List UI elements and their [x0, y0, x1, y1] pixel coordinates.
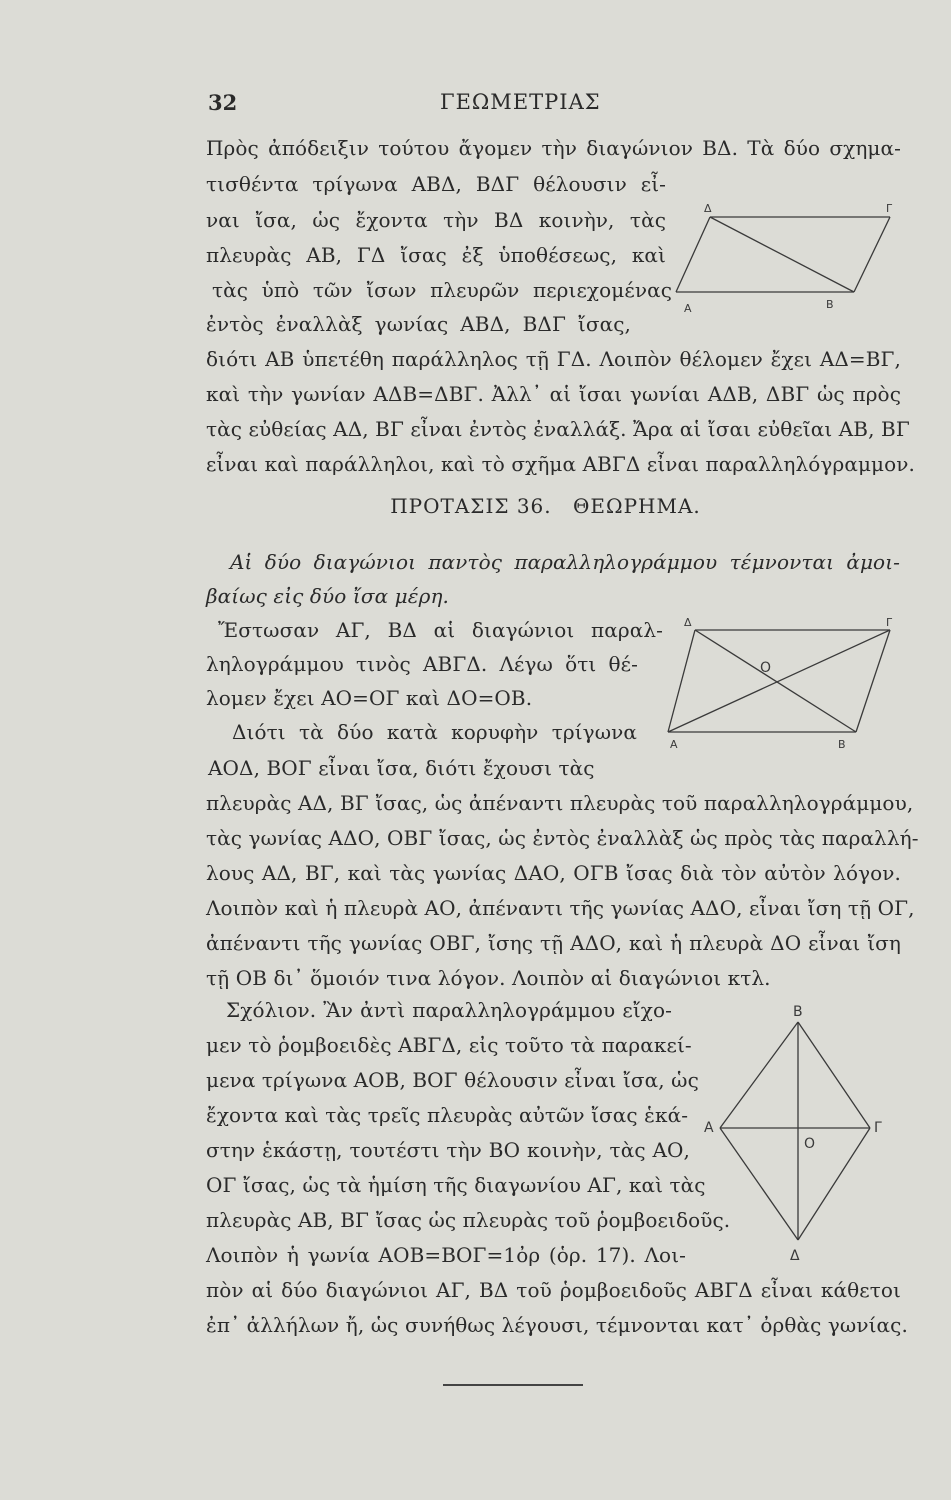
end-rule	[443, 1384, 583, 1386]
figure-edge	[676, 217, 710, 292]
theorem-line: Αἱ δύο διαγώνιοι παντὸς παραλληλογράμμου τέμνονται ἀμοι-	[230, 550, 900, 574]
text-line: τὰς εὐθείας ΑΔ, ΒΓ εἶναι ἐντὸς ἐναλλάξ. Ἄρα αἱ ἴσαι εὐθεῖαι ΑΒ, ΒΓ	[206, 417, 910, 441]
text-line: ἔχοντα καὶ τὰς τρεῖς πλευρὰς αὐτῶν ἴσας ἑκά-	[206, 1103, 689, 1127]
text-line: μεν τὸ ῥομβοειδὲς ΑΒΓΔ, εἰς τοῦτο τὰ παρακεί-	[206, 1033, 692, 1057]
vertex-label: Γ	[874, 1120, 882, 1136]
center-label: Ο	[760, 660, 772, 676]
text-line: τισθέντα τρίγωνα ΑΒΔ, ΒΔΓ θέλουσιν εἶ-	[206, 172, 666, 196]
figure-edge	[798, 1022, 870, 1128]
proposition-number: ΠΡΟΤΑΣΙΣ 36.	[390, 494, 552, 518]
vertex-label: Β	[838, 738, 846, 751]
figure-edge	[854, 217, 890, 292]
text-line: τὰς γωνίας ΑΔΟ, ΟΒΓ ἴσας, ὡς ἐντὸς ἐναλλὰξ ὡς πρὸς τὰς παραλλή-	[206, 826, 919, 850]
running-title: ΓΕΩΜΕΤΡΙΑΣ	[440, 90, 601, 114]
text-line: ΑΟΔ, ΒΟΓ εἶναι ἴσα, διότι ἔχουσι τὰς	[208, 756, 595, 780]
figure-diagonal	[695, 630, 856, 732]
parallelogram-diagonals-figure	[668, 614, 898, 764]
figure-edge	[720, 1128, 798, 1240]
figure-diagonal	[668, 630, 890, 732]
text-line: λομεν ἔχει ΑΟ=ΟΓ καὶ ΔΟ=ΟΒ.	[206, 686, 533, 710]
text-line: Λοιπὸν καὶ ἡ πλευρὰ ΑΟ, ἀπέναντι τῆς γωνίας ΑΔΟ, εἶναι ἴση τῇ ΟΓ,	[206, 896, 915, 920]
text-line: Σχόλιον. Ἂν ἀντὶ παραλληλογράμμου εἴχο-	[226, 998, 672, 1022]
center-label: Ο	[804, 1136, 816, 1152]
text-line: Λοιπὸν ἡ γωνία ΑΟΒ=ΒΟΓ=1ὀρ (ὁρ. 17). Λοι-	[206, 1243, 686, 1267]
page-number: 32	[208, 90, 238, 115]
figure-edge	[668, 630, 695, 732]
figure-diagonal	[710, 217, 854, 292]
vertex-label: Δ	[704, 202, 712, 215]
vertex-label: Α	[704, 1120, 714, 1136]
text-line: Διότι τὰ δύο κατὰ κορυφὴν τρίγωνα	[232, 720, 637, 744]
text-line: διότι ΑΒ ὑπετέθη παράλληλος τῇ ΓΔ. Λοιπὸν θέλομεν ἔχει ΑΔ=ΒΓ,	[206, 347, 901, 371]
vertex-label: Α	[670, 738, 678, 751]
text-line: τὰς ὑπὸ τῶν ἴσων πλευρῶν περιεχομένας	[212, 278, 672, 302]
text-line: εἶναι καὶ παράλληλοι, καὶ τὸ σχῆμα ΑΒΓΔ εἶναι παραλληλόγραμμον.	[206, 452, 915, 476]
text-line: πλευρὰς ΑΔ, ΒΓ ἴσας, ὡς ἀπέναντι πλευρὰς τοῦ παραλληλογράμμου,	[206, 791, 914, 815]
parallelogram-figure	[670, 202, 900, 322]
text-line: πλευρὰς ΑΒ, ΓΔ ἴσας ἐξ ὑποθέσεως, καὶ	[206, 243, 666, 267]
text-line: ἀπέναντι τῆς γωνίας ΟΒΓ, ἴσης τῇ ΑΔΟ, καὶ ἡ πλευρὰ ΔΟ εἶναι ἴση	[206, 931, 901, 955]
text-line: ἐντὸς ἐναλλὰξ γωνίας ΑΒΔ, ΒΔΓ ἴσας,	[206, 312, 631, 336]
theorem-line: βαίως εἰς δύο ἴσα μέρη.	[206, 584, 449, 608]
text-line: μενα τρίγωνα ΑΟΒ, ΒΟΓ θέλουσιν εἶναι ἴσα, ὡς	[206, 1068, 699, 1092]
vertex-label: Γ	[886, 202, 893, 215]
vertex-label: Δ	[790, 1248, 800, 1264]
text-line: Ἔστωσαν ΑΓ, ΒΔ αἱ διαγώνιοι παραλ-	[218, 618, 663, 642]
vertex-label: Β	[793, 1004, 803, 1020]
text-line: καὶ τὴν γωνίαν ΑΔΒ=ΔΒΓ. Ἀλλ᾽ αἱ ἴσαι γωνίαι ΑΔΒ, ΔΒΓ ὡς πρὸς	[206, 382, 901, 406]
vertex-label: Γ	[886, 616, 893, 629]
figure-edge	[720, 1022, 798, 1128]
vertex-label: Δ	[684, 616, 692, 629]
text-line: ΟΓ ἴσας, ὡς τὰ ἡμίση τῆς διαγωνίου ΑΓ, καὶ τὰς	[206, 1173, 706, 1197]
text-line: τῇ ΟΒ δι᾽ ὅμοιόν τινα λόγον. Λοιπὸν αἱ διαγώνιοι κτλ.	[206, 966, 771, 990]
rhombus-figure	[700, 1002, 900, 1262]
text-line: λους ΑΔ, ΒΓ, καὶ τὰς γωνίας ΔΑΟ, ΟΓΒ ἴσας διὰ τὸν αὐτὸν λόγον.	[206, 861, 901, 885]
text-line: ληλογράμμου τινὸς ΑΒΓΔ. Λέγω ὅτι θέ-	[206, 652, 638, 676]
vertex-label: Α	[684, 302, 692, 315]
text-line: πλευρὰς ΑΒ, ΒΓ ἴσας ὡς πλευρὰς τοῦ ῥομβοειδοῦς.	[206, 1208, 731, 1232]
text-line: στην ἑκάστῃ, τουτέστι τὴν ΒΟ κοινὴν, τὰς ΑΟ,	[206, 1138, 690, 1162]
proposition-heading	[0, 494, 951, 518]
proposition-kind: ΘΕΩΡΗΜΑ.	[573, 494, 701, 518]
figure-edge	[856, 630, 890, 732]
text-line: Πρὸς ἀπόδειξιν τούτου ἄγομεν τὴν διαγώνιον ΒΔ. Τὰ δύο σχημα-	[206, 136, 901, 160]
text-line: πὸν αἱ δύο διαγώνιοι ΑΓ, ΒΔ τοῦ ῥομβοειδοῦς ΑΒΓΔ εἶναι κάθετοι	[206, 1278, 901, 1302]
text-line: ἐπ᾽ ἀλλήλων ἤ, ὡς συνήθως λέγουσι, τέμνονται κατ᾽ ὀρθὰς γωνίας.	[206, 1313, 908, 1337]
vertex-label: Β	[826, 298, 834, 311]
text-line: ναι ἴσα, ὡς ἔχοντα τὴν ΒΔ κοινὴν, τὰς	[206, 208, 666, 232]
